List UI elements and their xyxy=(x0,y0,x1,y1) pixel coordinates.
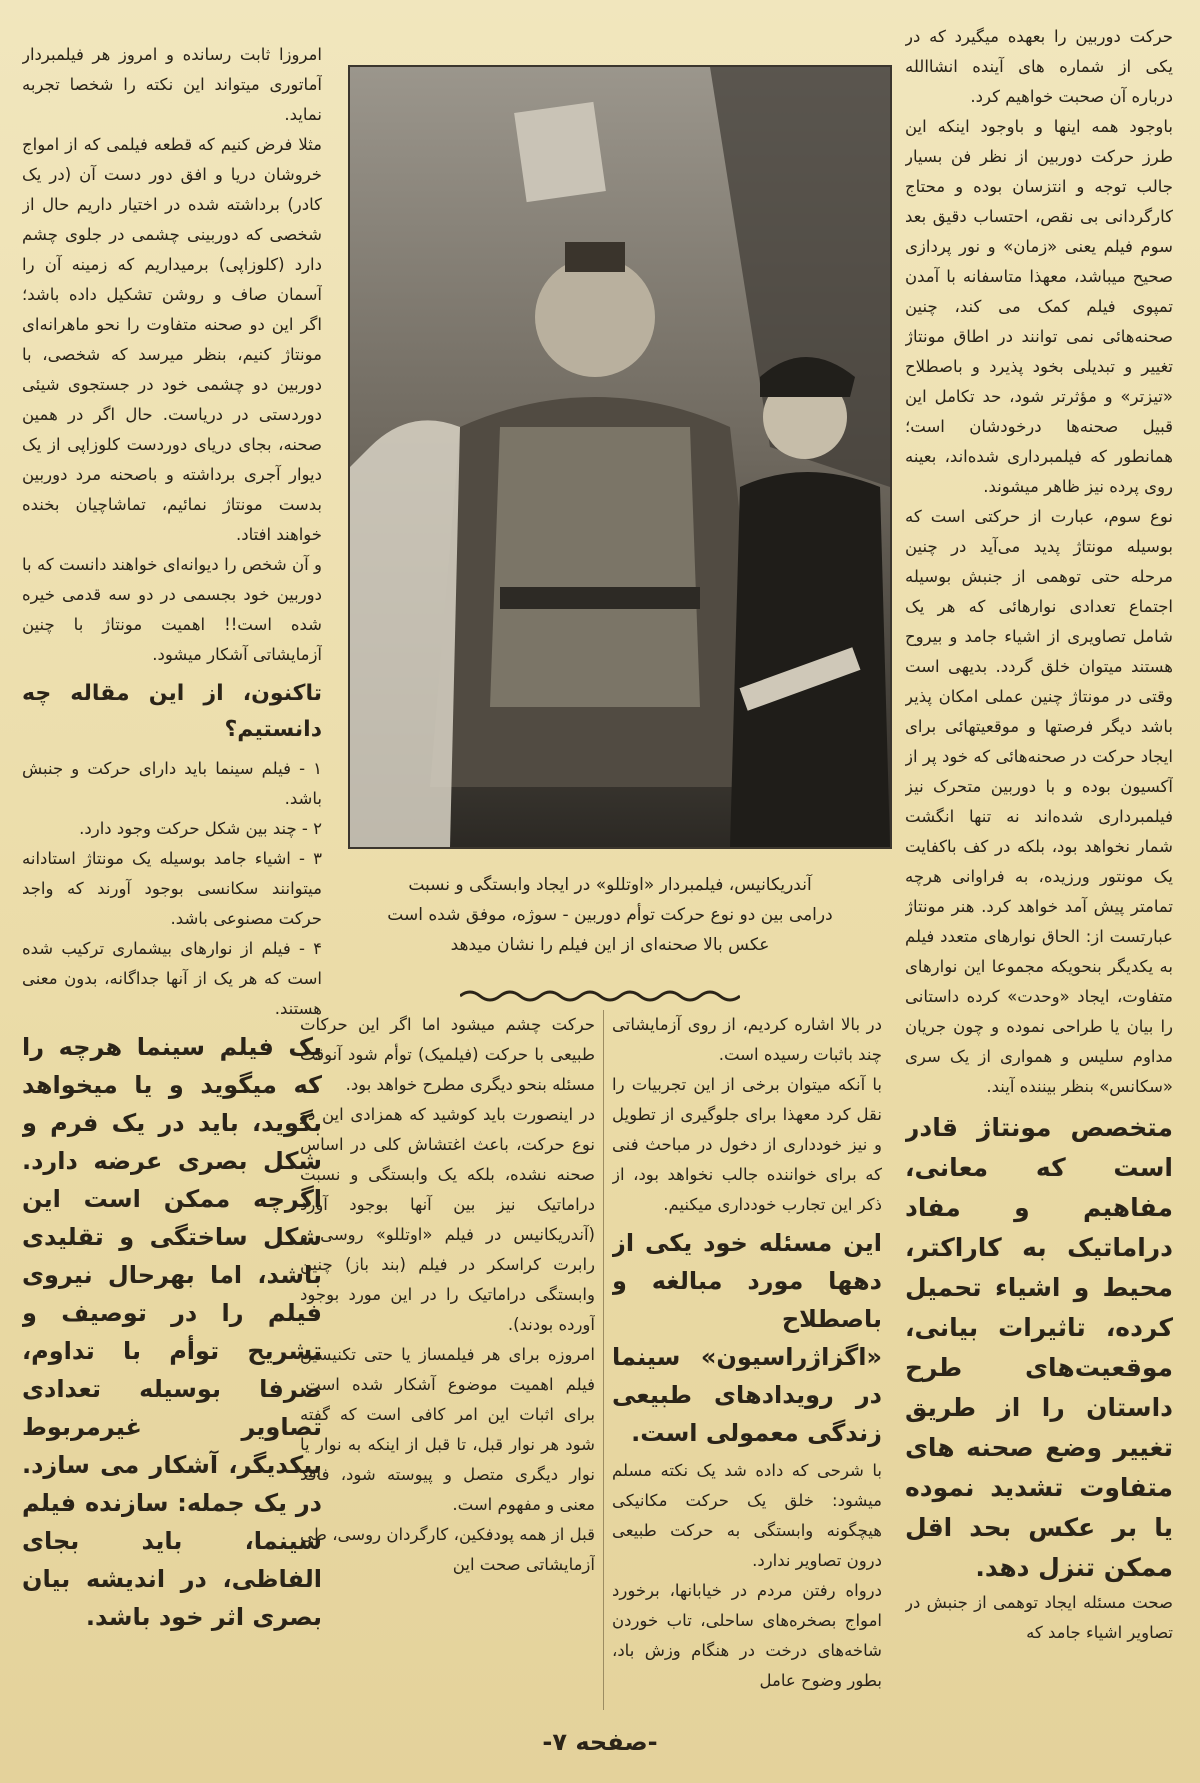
middle-left-column xyxy=(300,1010,595,1720)
photo-caption xyxy=(300,870,920,960)
list-item: ۲ - چند بین شکل حرکت وجود دارد. xyxy=(79,819,322,838)
film-still-photo xyxy=(348,65,892,849)
paragraph: امروزه برای هر فیلمساز یا حتی تکنیسین فیلم اهمیت موضوع آشکار شده است. برای اثبات این امر کافی است که گفته شود هر نوار قبل، تا قبل از اینکه به نوار یا نوار دیگری متصل و پیوسته شود، فاقد معنی و مفهوم است. xyxy=(300,1345,595,1514)
caption-line: آندریکانیس، فیلمبردار «اوتللو» در ایجاد وابستگی و نسبت xyxy=(408,875,812,895)
left-column xyxy=(22,40,322,1720)
bold-paragraph: یک فیلم سینما هرچه را که میگوید و یا میخواهد بگوید، باید در یک فرم و شکل بصری عرضه دارد. اگرچه ممکن است این شکل ساختگی و تقلیدی باشد، اما بهرحال نیروی فیلم را در توصیف و تشریح توأم با تداوم، صرفا بوسیله تعدادی تصاویر غیرمربوط بیکدیگر، آشکار می سازد. در یک جمله: سازنده فیلم سینما، باید بجای الفاظی، در اندیشه بیان بصری اثر خود باشد. xyxy=(22,1033,322,1631)
paragraph: درواه رفتن مردم در خیابانها، برخورد امواج بصخره‌های ساحلی، تاب خوردن شاخه‌های درخت در هنگام وزش باد، بطور وضوح عامل xyxy=(612,1581,882,1690)
right-column xyxy=(905,22,1173,1722)
paragraph: با شرحی که داده شد یک نکته مسلم میشود: خلق یک حرکت مکانیکی هیچگونه وابستگی به حرکت طبیعی درون تصاویر ندارد. xyxy=(612,1461,882,1570)
photo-illustration xyxy=(350,67,890,847)
paragraph: صحت مسئله ایجاد توهمی از جنبش در تصاویر اشیاء جامد که xyxy=(905,1593,1173,1642)
paragraph: در اینصورت باید کوشید که همزادی این دو نوع حرکت، باعث اغتشاش کلی در اساس صحنه نشده، بلکه یک وابستگی و نسبت دراماتیک نیز بین آنها بوجود آورد (آندریکانیس در فیلم «اوتللو» روسی و رابرت کراسکر در فیلم (بند باز) چنین وابستگی دراماتیک را در این مورد بوجود آورده بودند). xyxy=(300,1105,595,1334)
bold-paragraph: متخصص مونتاژ قادر است که معانی، مفاهیم و مفاد دراماتیک به کاراکتر، محیط و اشیاء تحمیل کرده، تاثیرات بیانی، موقعیت‌های طرح داستان را از طریق تغییر وضع صحنه های متفاوت تشدید نموده یا بر عکس بحد اقل ممکن تنزل دهد. xyxy=(905,1113,1173,1582)
paragraph: باوجود همه اینها و باوجود اینکه این طرز حرکت دوربین از نظر فن بسیار جالب توجه و انتزسان بوده و محتاج کارگردانی بی نقص، احتساب دقیق بعد سوم فیلم یعنی «زمان» و نور پردازی صحیح میباشد، معهذا متاسفانه با آمدن تمپوی فیلم کمک می کند، چنین صحنه‌هائی نمی توانند در اطاق مونتاژ تغییر و تبدیلی بخود پذیرد و باصطلاح «تیزتر» و مؤثرتر شود، حد تکامل این قبیل صحنه‌ها درخودشان است؛ همانطور که فیلمبرداری شده‌اند، بعینه روی پرده نیز ظاهر میشوند. xyxy=(905,117,1173,496)
wavy-divider xyxy=(460,988,740,1004)
paragraph: با آنکه میتوان برخی از این تجربیات را نقل کرد معهذا برای جلوگیری از تطویل و نیز خودداری از دخول در مباحث فنی که برای خواننده جالب نخواهد بود، از ذکر این تجارب خودداری میکنیم. xyxy=(612,1075,882,1214)
paragraph: قبل از همه پودفکین، کارگردان روسی، طی آزمایشاتی صحت این xyxy=(300,1525,595,1574)
list-item: ۳ - اشیاء جامد بوسیله یک مونتاژ استادانه میتوانند سکانسی بوجود آورند که واجد حرکت مصنوعی باشد. xyxy=(22,849,322,928)
paragraph: حرکت دوربین را بعهده میگیرد که در یکی از شماره های آینده انشاالله درباره آن صحبت خواهیم کرد. xyxy=(905,27,1173,106)
page-number: -صفحه ۷- xyxy=(542,1728,658,1756)
list-item: ۱ - فیلم سینما باید دارای حرکت و جنبش باشد. xyxy=(22,759,322,808)
paragraph: و آن شخص را دیوانه‌ای خواهند دانست که با دوربین خود بجسمی در دو سه قدمی خیره شده است!! اهمیت مونتاژ با چنین آزمایشاتی آشکار میشود. xyxy=(22,555,322,664)
paragraph: نوع سوم، عبارت از حرکتی است که بوسیله مونتاژ پدید می‌آید در چنین مرحله حتی توهمی از جنبش بوسیله اجتماع تعدادی نوارهائی که هر یک شامل تصاویری از اشیاء جامد و بیروح هستند میتوان خلق گردد. بدیهی است وقتی در مونتاژ چنین عملی امکان پذیر باشد دیگر فرصتها و موقعیتهائی برای ایجاد حرکت در صحنه‌هائی که خود پر از آکسیون بوده و با دوربین متحرک نیز فیلمبرداری شده‌اند نه تنها انگشت شمار نخواهد بود، بلکه در کف باکفایت یک مونتور ورزیده، به فراوانی هرچه تمامتر پیش آمد خواهد کرد. هنر مونتاژ عبارتست از: الحاق نوارهای متعدد فیلم به یکدیگر بنحویکه مجموعا این نوارهای متفاوت، ایجاد «وحدت» کرده داستانی را بیان یا طراحی نموده و چون جریان مداوم سلیس و همواری از یک سری «سکانس» بنظر بیننده آیند. xyxy=(905,507,1173,1096)
section-heading: تاکنون، از این مقاله چه دانستیم؟ xyxy=(22,681,322,742)
paragraph: امروزا ثابت رسانده و امروز هر فیلمبردار آماتوری میتواند این نکته را شخصا تجربه نماید. xyxy=(22,45,322,124)
column-divider xyxy=(603,1010,604,1710)
paragraph: مثلا فرض کنیم که قطعه فیلمی که از امواج خروشان دریا و افق دور دست آن (در یک کادر) برداشته شده در اختیار داریم حال از شخصی که دوربینی چشمی در جلوی چشم دارد (کلوزاپی) برمیداریم که زمینه آن را آسمان صاف و روشن تشکیل داده باشد؛ اگر این دو صحنه متفاوت را نحو ماهرانه‌ای مونتاژ کنیم، بنظر میرسد که شخصی، با دوربین دو چشمی خود در جستجوی شیئی دوردستی در دریاست. حال اگر در همین صحنه، بجای دریای دوردست کلوزاپی از یک دیوار آجری برداشته و باصحنه مرد دوربین بدست مونتاژ نمائیم، تماشاچیان بخنده خواهند افتاد. xyxy=(22,135,322,544)
bold-paragraph: این مسئله خود یکی از دهها مورد مبالغه و باصطلاح «اگزاژراسیون» سینما در رویدادهای طبیعی زندگی معمولی است. xyxy=(612,1229,882,1447)
list-item: ۴ - فیلم از نوارهای بیشماری ترکیب شده است که هر یک از آنها جداگانه، بدون معنی هستند. xyxy=(22,939,322,1018)
middle-right-column xyxy=(612,1010,882,1720)
caption-line: درامی بین دو نوع حرکت توأم دوربین - سوژه، موفق شده است xyxy=(387,905,833,925)
caption-line: عکس بالا صحنه‌ای از این فیلم را نشان میدهد xyxy=(450,935,770,955)
paragraph: حرکت چشم میشود اما اگر این حرکات طبیعی با حرکت (فیلمیک) توأم شود آنوقت مسئله بنحو دیگری مطرح خواهد بود. xyxy=(300,1015,595,1094)
paragraph: در بالا اشاره کردیم، از روی آزمایشاتی چند باثبات رسیده است. xyxy=(612,1015,882,1064)
